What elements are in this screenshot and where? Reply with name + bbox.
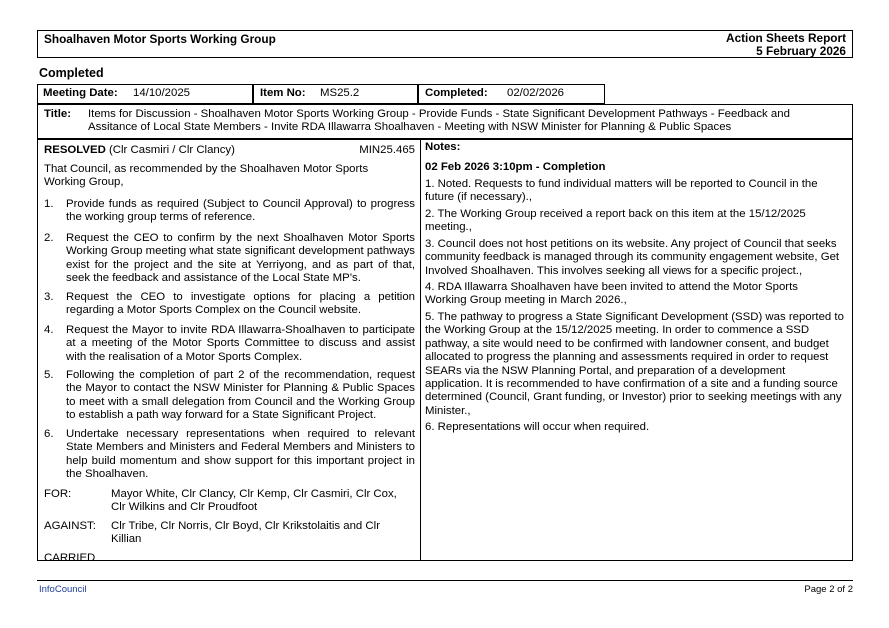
page-number: Page 2 of 2 bbox=[804, 584, 853, 595]
note-paragraph: 6. Representations will occur when required. bbox=[425, 421, 650, 433]
report-date: 5 February 2026 bbox=[756, 44, 846, 58]
meeting-date-cell bbox=[37, 84, 253, 104]
meeting-date-value: 14/10/2025 bbox=[133, 87, 191, 99]
item-text: Provide funds as required (Subject to Council Approval) to progress the working group terms of reference. bbox=[66, 198, 415, 224]
report-title-block bbox=[726, 32, 846, 58]
report-title: Action Sheets Report bbox=[726, 31, 846, 45]
footer-rule bbox=[37, 580, 853, 581]
movers: (Clr Casmiri / Clr Clancy) bbox=[109, 144, 235, 156]
notes-entry-heading: 02 Feb 2026 3:10pm - Completion bbox=[425, 161, 606, 173]
against-label: AGAINST: bbox=[44, 520, 96, 532]
resolution-table bbox=[37, 139, 853, 564]
against-list: Clr Tribe, Clr Norris, Clr Boyd, Clr Krikstolaitis and Clr Killian bbox=[111, 520, 380, 546]
item-no-cell bbox=[253, 84, 418, 104]
notes-label: Notes: bbox=[425, 141, 461, 153]
column-divider bbox=[420, 140, 421, 560]
note-paragraph: 4. RDA Illawarra Shoalhaven have been invited to attend the Motor Sports Working Group meeting in March 2026., bbox=[425, 281, 798, 307]
item-text: Request the Mayor to invite RDA Illawarra-Shoalhaven to participate at a meeting of the Motor Sports Committee to discuss and assist with the realisation of a Motor Sports Complex. bbox=[66, 324, 415, 363]
item-number: 4. bbox=[44, 324, 54, 336]
title-line-2: Assitance of Local State Members - Invite RDA Illawarra Shoalhaven - Meeting with NSW Minister for Planning & Public Spaces bbox=[88, 121, 732, 134]
item-text: Undertake necessary representations when required to relevant State Members and Ministers and Federal Members and Ministers to help build momentum and show support for this important project in the Shoalhaven. bbox=[66, 428, 415, 481]
title-label: Title: bbox=[44, 108, 72, 120]
minute-number: MIN25.465 bbox=[359, 144, 415, 156]
note-paragraph: 1. Noted. Requests to fund individual matters will be reported to Council in the future (if necessary)., bbox=[425, 178, 818, 204]
organisation-name: Shoalhaven Motor Sports Working Group bbox=[44, 32, 276, 46]
title-line-1: Items for Discussion - Shoalhaven Motor Sports Working Group - Provide Funds - State Significant Development Pathways - Feedback and bbox=[88, 108, 790, 120]
note-paragraph: 2. The Working Group received a report back on this item at the 15/12/2025 meeting., bbox=[425, 208, 806, 234]
resolution-intro: That Council, as recommended by the Shoalhaven Motor Sports Working Group, bbox=[44, 163, 369, 189]
meeting-date-label: Meeting Date: bbox=[43, 87, 118, 99]
item-text: Request the CEO to confirm by the next Shoalhaven Motor Sports Working Group meeting what state significant development pathways exist for the project and the site at Yerriyong, and as part of that, seek the feedback and assistance of the Local State MP’s. bbox=[66, 232, 415, 285]
item-no-value: MS25.2 bbox=[320, 87, 360, 99]
section-heading: Completed bbox=[39, 66, 104, 80]
item-number: 6. bbox=[44, 428, 54, 440]
item-number: 5. bbox=[44, 369, 54, 381]
completed-cell bbox=[418, 84, 605, 104]
footer-brand: InfoCouncil bbox=[39, 584, 87, 595]
for-label: FOR: bbox=[44, 488, 72, 500]
item-number: 3. bbox=[44, 291, 54, 303]
title-row bbox=[37, 104, 853, 139]
item-number: 1. bbox=[44, 198, 54, 210]
completed-value: 02/02/2026 bbox=[507, 87, 565, 99]
note-paragraph: 3. Council does not host petitions on its website. Any project of Council that seeks community feedback is managed through its community engagement website, Get Involved Shoalhaven. This involves seeking all views for a specific project., bbox=[425, 238, 840, 277]
item-number: 2. bbox=[44, 232, 54, 244]
title-text bbox=[88, 108, 848, 135]
completed-label: Completed: bbox=[425, 87, 488, 99]
for-list: Mayor White, Clr Clancy, Clr Kemp, Clr Casmiri, Clr Cox, Clr Wilkins and Clr Proudfoot bbox=[111, 488, 397, 514]
outcome: CARRIED bbox=[44, 552, 96, 564]
item-no-label: Item No: bbox=[260, 87, 306, 99]
report-header bbox=[37, 30, 853, 58]
note-paragraph: 5. The pathway to progress a State Significant Development (SSD) was reported to the Working Group at the 15/12/2025 meeting. In order to commence a SSD pathway, a site would need to be confirmed with landowner consent, and budget allocated to progress the planning and assessments required in order to request SEARs via the NSW Planning Portal, and preparation of a development application. It is recommended to have confirmation of a site and a funding source determined (Council, Grant funding, or Investor) prior to seeking meetings with any Minister., bbox=[425, 311, 844, 417]
item-text: Request the CEO to investigate options for placing a petition regarding a Motor Sports Complex on the Council website. bbox=[66, 291, 415, 317]
resolution-heading bbox=[44, 144, 415, 157]
resolved-label: RESOLVED bbox=[44, 144, 106, 156]
item-text: Following the completion of part 2 of the recommendation, request the Mayor to contact the NSW Minister for Planning & Public Spaces to meet with a small delegation from Council and the Working Group to establish a path way forward for a State Significant Project. bbox=[66, 369, 415, 422]
